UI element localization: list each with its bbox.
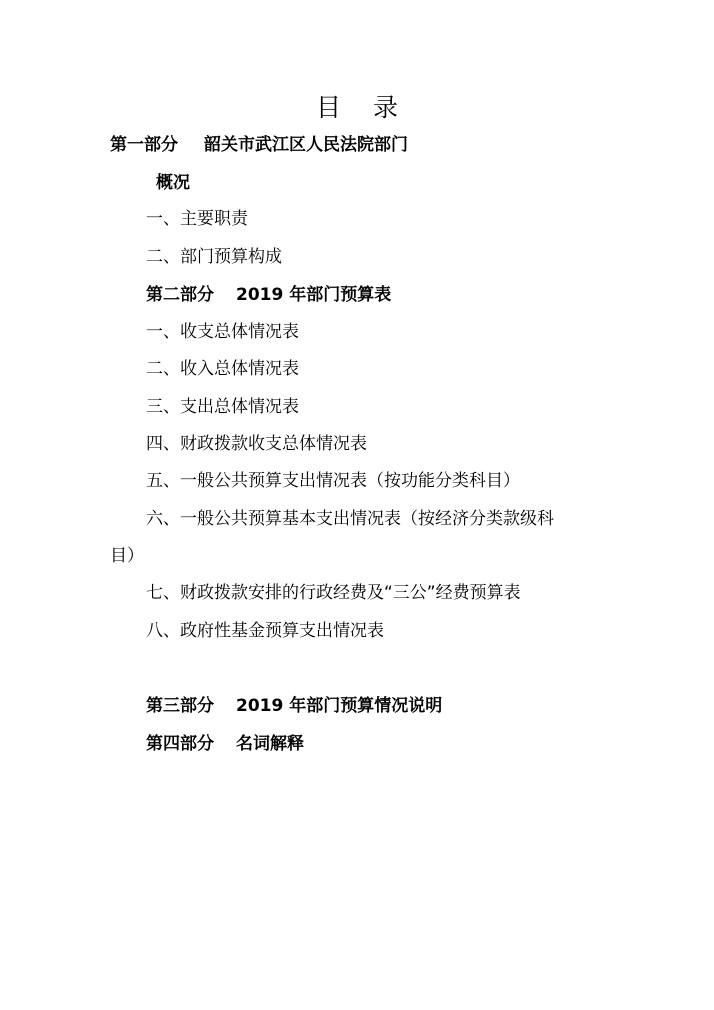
part1-label: 第一部分 [110,135,178,155]
toc-item: 二、收入总体情况表 [146,359,299,379]
part2-name: 2019 年部门预算表 [236,285,392,305]
part4-heading [146,733,304,755]
part4-name: 名词解释 [236,734,304,754]
part4-label: 第四部分 [146,734,214,754]
part3-label: 第三部分 [146,696,214,716]
toc-item: 七、财政拨款安排的行政经费及“三公”经费预算表 [146,583,521,603]
toc-item: 四、财政拨款收支总体情况表 [146,434,367,454]
toc-item: 一、主要职责 [146,209,248,229]
page-title: 目 录 [316,93,410,122]
toc-item: 五、一般公共预算支出情况表（按功能分类科目） [146,471,520,491]
part3-heading [146,695,442,717]
part3-name: 2019 年部门预算情况说明 [236,696,443,716]
part1-name: 韶关市武江区人民法院部门 [204,135,408,155]
part2-heading [146,284,391,306]
toc-item: 六、一般公共预算基本支出情况表（按经济分类款级科 [146,509,554,529]
part1-heading [110,134,408,156]
toc-item-cont: 目） [110,546,144,566]
part1-name-cont: 概况 [156,173,190,193]
part2-label: 第二部分 [146,285,214,305]
toc-item: 二、部门预算构成 [146,247,282,267]
toc-item: 一、收支总体情况表 [146,322,299,342]
toc-item: 三、支出总体情况表 [146,397,299,417]
toc-item: 八、政府性基金预算支出情况表 [146,621,384,641]
